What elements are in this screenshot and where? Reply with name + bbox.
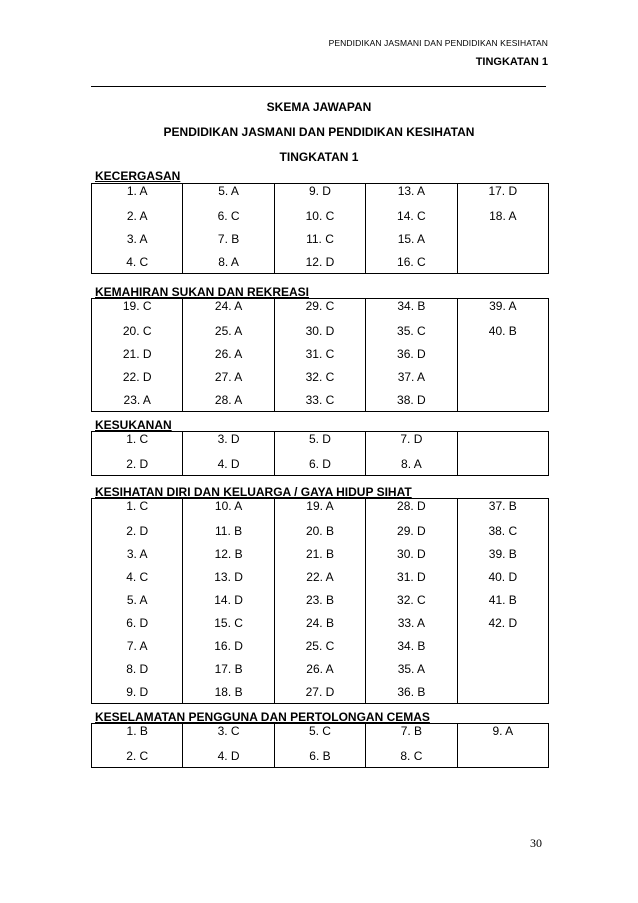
answer-cell (457, 250, 548, 274)
document-title: SKEMA JAWAPAN (266, 100, 372, 114)
header-divider (91, 86, 546, 87)
answer-cell: 18. B (183, 680, 274, 704)
answer-cell: 3. C (183, 724, 274, 745)
answer-cell: 7. B (183, 227, 274, 250)
answer-cell: 32. C (366, 588, 457, 611)
answer-cell: 2. D (92, 519, 183, 542)
answer-cell: 33. A (366, 611, 457, 634)
answer-cell: 42. D (457, 611, 548, 634)
answer-cell: 21. B (274, 542, 365, 565)
answer-table (91, 498, 549, 704)
answer-cell: 24. A (183, 299, 274, 320)
answer-cell: 29. D (366, 519, 457, 542)
answer-cell: 6. B (274, 744, 365, 768)
answer-cell: 33. C (274, 388, 365, 412)
answer-cell: 8. C (366, 744, 457, 768)
answer-cell: 3. A (92, 542, 183, 565)
answer-cell: 2. D (92, 452, 183, 476)
answer-cell: 30. D (366, 542, 457, 565)
answer-cell: 12. D (274, 250, 365, 274)
table-row (92, 299, 549, 320)
answer-cell (457, 680, 548, 704)
answer-cell: 15. C (183, 611, 274, 634)
answer-cell: 31. D (366, 565, 457, 588)
table-row (92, 542, 549, 565)
answer-cell: 16. D (183, 634, 274, 657)
answer-cell: 5. C (274, 724, 365, 745)
table-row (92, 499, 549, 520)
answer-cell: 5. A (92, 588, 183, 611)
answer-table (91, 298, 549, 412)
answer-cell: 10. C (274, 204, 365, 227)
table-row (92, 432, 549, 453)
answer-cell: 17. D (457, 184, 548, 205)
table-row (92, 204, 549, 227)
answer-cell: 11. C (274, 227, 365, 250)
answer-cell: 19. A (274, 499, 365, 520)
section-title: KESELAMATAN PENGGUNA DAN PERTOLONGAN CEMAS (95, 710, 430, 724)
table-row (92, 724, 549, 745)
answer-cell: 32. C (274, 365, 365, 388)
answer-cell: 2. C (92, 744, 183, 768)
answer-table (91, 183, 549, 274)
answer-table (91, 723, 549, 768)
answer-cell: 38. C (457, 519, 548, 542)
answer-cell: 9. A (457, 724, 548, 745)
page-number: 30 (530, 836, 542, 850)
answer-cell (457, 657, 548, 680)
table-row (92, 680, 549, 704)
answer-cell: 9. D (274, 184, 365, 205)
answer-cell: 15. A (366, 227, 457, 250)
table-row (92, 250, 549, 274)
table-row (92, 365, 549, 388)
answer-cell: 12. B (183, 542, 274, 565)
answer-cell (457, 432, 548, 453)
answer-cell: 31. C (274, 342, 365, 365)
answer-cell: 2. A (92, 204, 183, 227)
answer-cell: 1. B (92, 724, 183, 745)
answer-cell: 20. C (92, 319, 183, 342)
section-title: KECERGASAN (95, 169, 181, 183)
table-row (92, 184, 549, 205)
table-row (92, 744, 549, 768)
table-row (92, 452, 549, 476)
answer-cell: 28. A (183, 388, 274, 412)
answer-cell: 6. C (183, 204, 274, 227)
answer-cell: 35. C (366, 319, 457, 342)
answer-cell: 25. C (274, 634, 365, 657)
answer-cell: 13. A (366, 184, 457, 205)
table-row (92, 319, 549, 342)
answer-cell: 8. D (92, 657, 183, 680)
answer-cell: 29. C (274, 299, 365, 320)
answer-cell: 34. B (366, 634, 457, 657)
answer-cell: 1. C (92, 499, 183, 520)
answer-cell: 21. D (92, 342, 183, 365)
table-row (92, 565, 549, 588)
answer-cell: 40. D (457, 565, 548, 588)
answer-cell: 17. B (183, 657, 274, 680)
answer-cell: 11. B (183, 519, 274, 542)
answer-cell: 40. B (457, 319, 548, 342)
document-level-title: TINGKATAN 1 (279, 150, 359, 164)
answer-cell: 3. A (92, 227, 183, 250)
answer-cell: 7. D (366, 432, 457, 453)
answer-cell: 4. C (92, 250, 183, 274)
answer-cell: 14. D (183, 588, 274, 611)
table-row (92, 657, 549, 680)
answer-cell: 7. B (366, 724, 457, 745)
answer-cell: 37. B (457, 499, 548, 520)
table-row (92, 588, 549, 611)
answer-cell: 3. D (183, 432, 274, 453)
answer-cell: 34. B (366, 299, 457, 320)
answer-cell (457, 227, 548, 250)
answer-cell: 26. A (183, 342, 274, 365)
answer-cell: 5. D (274, 432, 365, 453)
table-row (92, 388, 549, 412)
answer-cell: 37. A (366, 365, 457, 388)
answer-cell: 30. D (274, 319, 365, 342)
answer-cell: 38. D (366, 388, 457, 412)
answer-cell: 41. B (457, 588, 548, 611)
answer-cell: 5. A (183, 184, 274, 205)
answer-cell: 14. C (366, 204, 457, 227)
section-title: KESUKANAN (95, 418, 172, 432)
answer-cell: 27. D (274, 680, 365, 704)
answer-cell (457, 634, 548, 657)
answer-cell: 4. C (92, 565, 183, 588)
answer-cell: 10. A (183, 499, 274, 520)
answer-cell: 22. A (274, 565, 365, 588)
answer-cell (457, 342, 548, 365)
answer-cell: 39. B (457, 542, 548, 565)
answer-cell: 8. A (183, 250, 274, 274)
answer-cell: 19. C (92, 299, 183, 320)
table-row (92, 342, 549, 365)
table-row (92, 611, 549, 634)
answer-table (91, 431, 549, 476)
answer-cell: 28. D (366, 499, 457, 520)
answer-cell: 23. A (92, 388, 183, 412)
answer-cell: 7. A (92, 634, 183, 657)
header-level: TINGKATAN 1 (475, 56, 548, 68)
table-row (92, 634, 549, 657)
answer-cell: 16. C (366, 250, 457, 274)
answer-cell: 24. B (274, 611, 365, 634)
answer-cell (457, 365, 548, 388)
answer-cell: 4. D (183, 744, 274, 768)
answer-cell: 39. A (457, 299, 548, 320)
answer-cell: 4. D (183, 452, 274, 476)
answer-cell (457, 744, 548, 768)
answer-cell: 9. D (92, 680, 183, 704)
answer-cell: 18. A (457, 204, 548, 227)
answer-cell: 27. A (183, 365, 274, 388)
answer-cell: 35. A (366, 657, 457, 680)
header-subject: PENDIDIKAN JASMANI DAN PENDIDIKAN KESIHATAN (328, 38, 548, 48)
answer-cell: 13. D (183, 565, 274, 588)
section-title: KESIHATAN DIRI DAN KELUARGA / GAYA HIDUP SIHAT (95, 485, 412, 499)
answer-cell (457, 388, 548, 412)
answer-cell: 22. D (92, 365, 183, 388)
answer-cell: 8. A (366, 452, 457, 476)
answer-cell (457, 452, 548, 476)
answer-cell: 25. A (183, 319, 274, 342)
answer-cell: 1. A (92, 184, 183, 205)
answer-cell: 26. A (274, 657, 365, 680)
document-subject-title: PENDIDIKAN JASMANI DAN PENDIDIKAN KESIHATAN (163, 125, 475, 139)
answer-cell: 20. B (274, 519, 365, 542)
answer-cell: 36. B (366, 680, 457, 704)
table-row (92, 519, 549, 542)
answer-cell: 36. D (366, 342, 457, 365)
answer-cell: 6. D (274, 452, 365, 476)
answer-cell: 6. D (92, 611, 183, 634)
answer-cell: 1. C (92, 432, 183, 453)
section-title: KEMAHIRAN SUKAN DAN REKREASI (95, 285, 310, 299)
answer-cell: 23. B (274, 588, 365, 611)
table-row (92, 227, 549, 250)
